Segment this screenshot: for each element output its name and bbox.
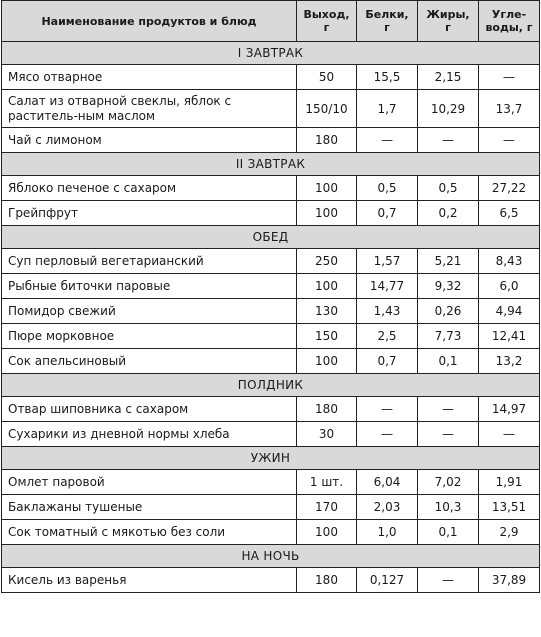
section-title: НА НОЧЬ <box>2 545 540 568</box>
cell-fat: 2,15 <box>418 65 479 90</box>
cell-fat: 0,1 <box>418 520 479 545</box>
table-row <box>2 349 540 374</box>
cell-carbs: 6,0 <box>479 274 540 299</box>
cell-protein: 0,7 <box>357 201 418 226</box>
table-row <box>2 520 540 545</box>
cell-name: Кисель из варенья <box>2 568 297 593</box>
cell-protein: 15,5 <box>357 65 418 90</box>
cell-carbs: 8,43 <box>479 249 540 274</box>
cell-protein: — <box>357 397 418 422</box>
cell-protein: — <box>357 128 418 153</box>
cell-output: 100 <box>297 274 357 299</box>
cell-name: Салат из отварной свеклы, яблок с раститель-ным маслом <box>2 90 297 128</box>
cell-name: Сухарики из дневной нормы хлеба <box>2 422 297 447</box>
section-row <box>2 42 540 65</box>
cell-fat: 0,5 <box>418 176 479 201</box>
cell-output: 100 <box>297 201 357 226</box>
section-title: ПОЛДНИК <box>2 374 540 397</box>
table-row <box>2 65 540 90</box>
cell-name: Баклажаны тушеные <box>2 495 297 520</box>
cell-output: 50 <box>297 65 357 90</box>
cell-name: Сок апельсиновый <box>2 349 297 374</box>
table-row <box>2 274 540 299</box>
cell-fat: 0,2 <box>418 201 479 226</box>
cell-protein: 0,7 <box>357 349 418 374</box>
cell-fat: 0,1 <box>418 349 479 374</box>
cell-fat: 0,26 <box>418 299 479 324</box>
cell-fat: 10,3 <box>418 495 479 520</box>
cell-protein: — <box>357 422 418 447</box>
cell-fat: 7,73 <box>418 324 479 349</box>
table-row <box>2 568 540 593</box>
section-row <box>2 153 540 176</box>
cell-output: 180 <box>297 128 357 153</box>
table-row <box>2 324 540 349</box>
cell-carbs: 13,2 <box>479 349 540 374</box>
cell-name: Чай с лимоном <box>2 128 297 153</box>
cell-fat: 9,32 <box>418 274 479 299</box>
header-name: Наименование продуктов и блюд <box>2 1 297 42</box>
table-row <box>2 128 540 153</box>
header-output: Выход, г <box>297 1 357 42</box>
cell-name: Мясо отварное <box>2 65 297 90</box>
cell-output: 30 <box>297 422 357 447</box>
cell-fat: 7,02 <box>418 470 479 495</box>
table-row <box>2 422 540 447</box>
header-protein: Белки, г <box>357 1 418 42</box>
section-row <box>2 374 540 397</box>
table-header <box>2 1 540 42</box>
cell-output: 170 <box>297 495 357 520</box>
cell-fat: — <box>418 422 479 447</box>
cell-carbs: 27,22 <box>479 176 540 201</box>
cell-output: 100 <box>297 520 357 545</box>
cell-name: Пюре морковное <box>2 324 297 349</box>
cell-output: 100 <box>297 176 357 201</box>
cell-carbs: 2,9 <box>479 520 540 545</box>
section-row <box>2 447 540 470</box>
cell-carbs: 14,97 <box>479 397 540 422</box>
cell-output: 250 <box>297 249 357 274</box>
section-row <box>2 545 540 568</box>
cell-fat: — <box>418 568 479 593</box>
section-title: ОБЕД <box>2 226 540 249</box>
cell-fat: 5,21 <box>418 249 479 274</box>
cell-fat: 10,29 <box>418 90 479 128</box>
cell-carbs: — <box>479 65 540 90</box>
section-row <box>2 226 540 249</box>
table-body <box>2 42 540 593</box>
cell-output: 150/10 <box>297 90 357 128</box>
cell-protein: 1,0 <box>357 520 418 545</box>
cell-carbs: 37,89 <box>479 568 540 593</box>
cell-name: Омлет паровой <box>2 470 297 495</box>
cell-carbs: 13,51 <box>479 495 540 520</box>
cell-fat: — <box>418 397 479 422</box>
cell-carbs: 6,5 <box>479 201 540 226</box>
cell-protein: 6,04 <box>357 470 418 495</box>
cell-name: Грейпфрут <box>2 201 297 226</box>
cell-name: Суп перловый вегетарианский <box>2 249 297 274</box>
table-row <box>2 249 540 274</box>
cell-protein: 0,5 <box>357 176 418 201</box>
header-fat: Жиры, г <box>418 1 479 42</box>
cell-protein: 2,5 <box>357 324 418 349</box>
cell-name: Рыбные биточки паровые <box>2 274 297 299</box>
cell-protein: 14,77 <box>357 274 418 299</box>
cell-fat: — <box>418 128 479 153</box>
section-title: УЖИН <box>2 447 540 470</box>
section-title: I ЗАВТРАК <box>2 42 540 65</box>
cell-carbs: 1,91 <box>479 470 540 495</box>
cell-output: 1 шт. <box>297 470 357 495</box>
cell-protein: 0,127 <box>357 568 418 593</box>
table-row <box>2 495 540 520</box>
cell-name: Яблоко печеное с сахаром <box>2 176 297 201</box>
cell-name: Помидор свежий <box>2 299 297 324</box>
table-row <box>2 90 540 128</box>
cell-carbs: 12,41 <box>479 324 540 349</box>
table-row <box>2 201 540 226</box>
cell-output: 100 <box>297 349 357 374</box>
section-title: II ЗАВТРАК <box>2 153 540 176</box>
cell-name: Отвар шиповника с сахаром <box>2 397 297 422</box>
cell-carbs: — <box>479 128 540 153</box>
cell-output: 150 <box>297 324 357 349</box>
cell-name: Сок томатный с мякотью без соли <box>2 520 297 545</box>
cell-protein: 2,03 <box>357 495 418 520</box>
cell-output: 180 <box>297 568 357 593</box>
table-row <box>2 470 540 495</box>
table-row <box>2 299 540 324</box>
header-carbs: Угле-воды, г <box>479 1 540 42</box>
cell-carbs: 4,94 <box>479 299 540 324</box>
cell-protein: 1,57 <box>357 249 418 274</box>
cell-output: 130 <box>297 299 357 324</box>
nutrition-table <box>1 0 540 593</box>
table-row <box>2 397 540 422</box>
table-row <box>2 176 540 201</box>
cell-carbs: — <box>479 422 540 447</box>
cell-protein: 1,7 <box>357 90 418 128</box>
cell-carbs: 13,7 <box>479 90 540 128</box>
cell-output: 180 <box>297 397 357 422</box>
cell-protein: 1,43 <box>357 299 418 324</box>
